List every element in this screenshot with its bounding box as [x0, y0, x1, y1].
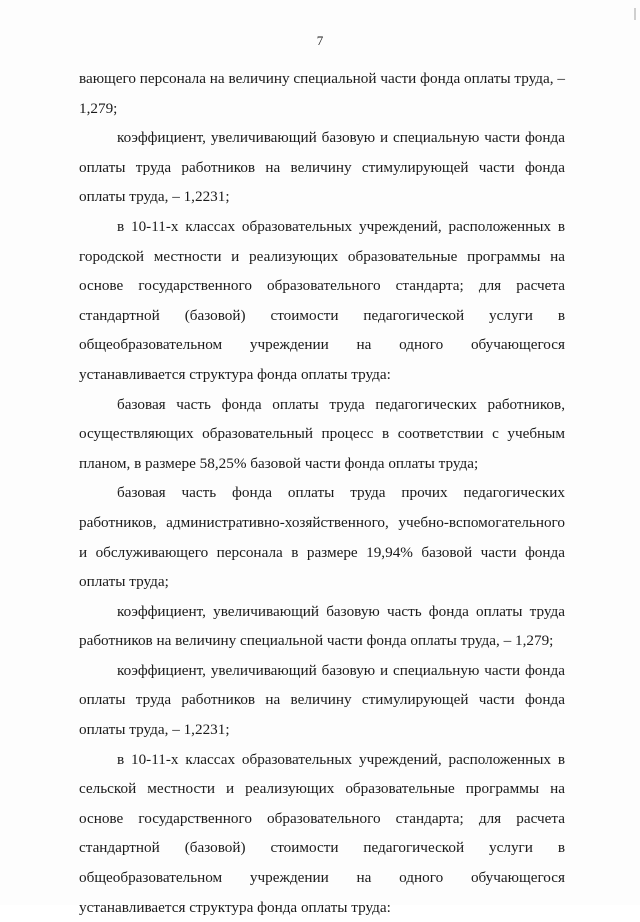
paragraph: коэффициент, увеличивающий базовую и специальную части фонда оплаты труда работников на величину стимулирующей части фонда оплаты труда, – 1,2231;: [79, 661, 565, 739]
paragraph: коэффициент, увеличивающий базовую и специальную части фонда оплаты труда работников на величину стимулирующей части фонда оплаты труда, – 1,2231;: [79, 129, 565, 206]
scan-edge-mark: [634, 8, 636, 20]
paragraph: в 10-11-х классах образовательных учреждений, расположенных в городской местности и реализующих образовательные программы на основе государственного образовательного стандарта; для расчета стандартной (базовой) стоимости педагогической услуги в общеобразовательном учреждении на одного обучающегося устанавливается структура фонда оплаты труда:: [79, 217, 565, 383]
paragraph: в 10-11-х классах образовательных учреждений, расположенных в сельской местности и реализующих образовательные программы на основе государственного образовательного стандарта; для расчета стандартной (базовой) стоимости педагогической услуги в общеобразовательном учреждении на одного обучающегося устанавливается структура фонда оплаты труда:: [79, 750, 565, 916]
paragraph: коэффициент, увеличивающий базовую часть фонда оплаты труда работников на величину специальной части фонда оплаты труда, – 1,279;: [79, 602, 565, 650]
page-number: 7: [316, 33, 324, 48]
document-body: [79, 64, 565, 922]
paragraph: базовая часть фонда оплаты труда прочих педагогических работников, административно-хозяйственного, учебно-вспомогательного и обслуживающего персонала в размере 19,94% базовой части фонда оплаты труда;: [79, 484, 565, 591]
paragraph: базовая часть фонда оплаты труда педагогических работников, осуществляющих образовательный процесс в соответствии с учебным планом, в размере 58,25% базовой части фонда оплаты труда;: [79, 395, 565, 472]
paragraph-continuation: вающего персонала на величину специальной части фонда оплаты труда, – 1,279;: [79, 70, 565, 117]
